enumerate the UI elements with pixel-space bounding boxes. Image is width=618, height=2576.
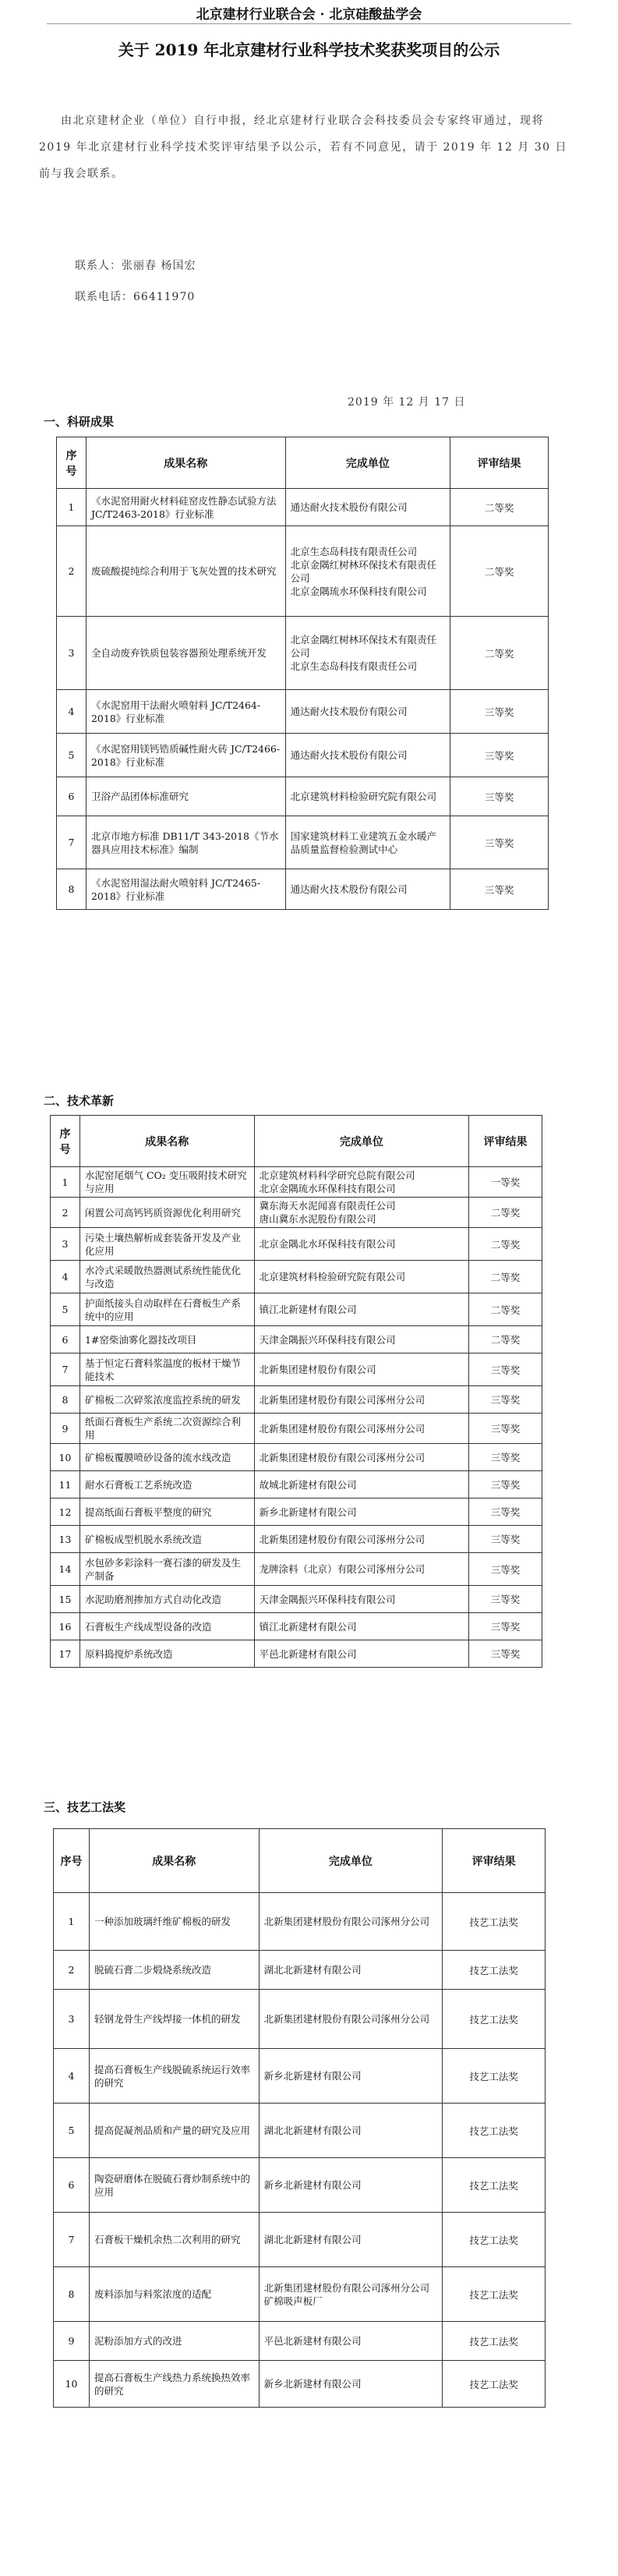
row-index: 1 xyxy=(57,489,87,526)
column-header: 成果名称 xyxy=(89,1829,259,1893)
completing-unit: 新乡北新建材有限公司 xyxy=(259,2361,443,2408)
completing-unit: 湖北北新建材有限公司 xyxy=(259,2213,443,2267)
review-result: 三等奖 xyxy=(450,734,549,777)
completing-unit: 新乡北新建材有限公司 xyxy=(254,1499,469,1526)
column-header: 序号 xyxy=(54,1829,90,1893)
completing-unit: 湖北北新建材有限公司 xyxy=(259,1951,443,1990)
review-result: 三等奖 xyxy=(450,816,549,869)
review-result: 二等奖 xyxy=(450,617,549,690)
column-header: 评审结果 xyxy=(443,1829,546,1893)
review-result: 二等奖 xyxy=(469,1198,542,1228)
table-row xyxy=(51,1444,542,1471)
table-row xyxy=(51,1613,542,1640)
table-row xyxy=(51,1198,542,1228)
table-row xyxy=(51,1326,542,1353)
achievement-name: 水冷式采暖散热器测试系统性能优化与改造 xyxy=(79,1261,254,1293)
achievement-name: 废料添加与料浆浓度的适配 xyxy=(89,2267,259,2322)
completing-unit: 北新集团建材股份有限公司涿州分公司 xyxy=(254,1414,469,1444)
contact-phone: 联系电话：66411970 xyxy=(75,291,196,303)
achievement-name: 矿棉板二次碎浆浓度监控系统的研发 xyxy=(79,1386,254,1414)
table-row xyxy=(57,869,549,910)
review-result: 三等奖 xyxy=(469,1414,542,1444)
review-result: 三等奖 xyxy=(469,1526,542,1553)
row-index: 12 xyxy=(51,1499,80,1526)
table-row xyxy=(57,734,549,777)
table-row xyxy=(51,1414,542,1444)
row-index: 6 xyxy=(57,777,87,816)
row-index: 5 xyxy=(57,734,87,777)
review-result: 二等奖 xyxy=(469,1326,542,1353)
completing-unit: 天津金隅振兴环保科技有限公司 xyxy=(254,1326,469,1353)
header-divider xyxy=(47,23,571,24)
completing-unit: 北京生态岛科技有限责任公司 北京金隅红树林环保技术有限责任公司 北京金隅琉水环保科技有限公司 xyxy=(285,526,450,617)
achievement-name: 原料捣搅炉系统改造 xyxy=(79,1640,254,1668)
achievement-name: 纸面石膏板生产系统二次资源综合利用 xyxy=(79,1414,254,1444)
row-index: 7 xyxy=(54,2213,90,2267)
achievement-name: 耐水石膏板工艺系统改造 xyxy=(79,1471,254,1499)
completing-unit: 通达耐火技术股份有限公司 xyxy=(285,489,450,526)
completing-unit: 北新集团建材股份有限公司 xyxy=(254,1353,469,1386)
completing-unit: 通达耐火技术股份有限公司 xyxy=(285,869,450,910)
completing-unit: 平邑北新建材有限公司 xyxy=(259,2322,443,2361)
review-result: 三等奖 xyxy=(469,1586,542,1613)
row-index: 9 xyxy=(51,1414,80,1444)
table-row xyxy=(54,2322,546,2361)
row-index: 13 xyxy=(51,1526,80,1553)
completing-unit: 镇江北新建材有限公司 xyxy=(254,1293,469,1326)
achievement-name: 护面纸接头自动取样在石膏板生产系统中的应用 xyxy=(79,1293,254,1326)
review-result: 三等奖 xyxy=(469,1386,542,1414)
row-index: 15 xyxy=(51,1586,80,1613)
completing-unit: 国家建筑材料工业建筑五金水暖产品质量监督检验测试中心 xyxy=(285,816,450,869)
achievement-name: 泥粉添加方式的改进 xyxy=(89,2322,259,2361)
table-row xyxy=(57,690,549,734)
section-heading: 一、科研成果 xyxy=(44,415,115,429)
table-row xyxy=(51,1499,542,1526)
row-index: 8 xyxy=(54,2267,90,2322)
completing-unit: 北新集团建材股份有限公司涿州分公司 xyxy=(259,1893,443,1951)
achievement-name: 《水泥窑用耐火材料硅窑皮性静态试验方法 JC/T2463-2018》行业标准 xyxy=(86,489,285,526)
column-header: 完成单位 xyxy=(259,1829,443,1893)
table-row xyxy=(51,1640,542,1668)
review-result: 技艺工法奖 xyxy=(443,1990,546,2049)
row-index: 17 xyxy=(51,1640,80,1668)
achievement-name: 陶瓷研磨体在脱硫石膏炒制系统中的应用 xyxy=(89,2158,259,2213)
publication-date: 2019 年 12 月 17 日 xyxy=(348,396,466,409)
achievement-name: 卫浴产品团体标准研究 xyxy=(86,777,285,816)
achievement-name: 石膏板干燥机余热二次利用的研究 xyxy=(89,2213,259,2267)
column-header: 评审结果 xyxy=(469,1116,542,1167)
column-header: 评审结果 xyxy=(450,437,549,489)
review-result: 三等奖 xyxy=(469,1444,542,1471)
achievement-name: 一种添加玻璃纤维矿棉板的研发 xyxy=(89,1893,259,1951)
table-header-row xyxy=(51,1116,542,1167)
table-row xyxy=(51,1386,542,1414)
table-row xyxy=(54,2267,546,2322)
achievement-name: 水泥窑尾烟气 CO₂ 变压吸附技术研究与应用 xyxy=(79,1167,254,1198)
row-index: 3 xyxy=(51,1228,80,1261)
section-heading: 三、技艺工法奖 xyxy=(44,1800,126,1814)
achievement-name: 污染土壤热解析成套装备开发及产业化应用 xyxy=(79,1228,254,1261)
achievement-name: 《水泥窑用干法耐火喷射料 JC/T2464-2018》行业标准 xyxy=(86,690,285,734)
completing-unit: 通达耐火技术股份有限公司 xyxy=(285,734,450,777)
table-header-row xyxy=(57,437,549,489)
completing-unit: 故城北新建材有限公司 xyxy=(254,1471,469,1499)
review-result: 三等奖 xyxy=(469,1613,542,1640)
table-row xyxy=(57,617,549,690)
completing-unit: 新乡北新建材有限公司 xyxy=(259,2049,443,2104)
row-index: 5 xyxy=(54,2104,90,2158)
row-index: 2 xyxy=(57,526,87,617)
table-row xyxy=(51,1167,542,1198)
table-row xyxy=(51,1553,542,1586)
review-result: 三等奖 xyxy=(450,777,549,816)
award-table xyxy=(53,1828,546,2408)
completing-unit: 北京建筑材料科学研究总院有限公司 北京金隅琉水环保科技有限公司 xyxy=(254,1167,469,1198)
column-header: 序号 xyxy=(51,1116,80,1167)
table-header-row xyxy=(54,1829,546,1893)
table-row xyxy=(51,1261,542,1293)
completing-unit: 龙牌涂料（北京）有限公司涿州分公司 xyxy=(254,1553,469,1586)
row-index: 8 xyxy=(51,1386,80,1414)
row-index: 5 xyxy=(51,1293,80,1326)
completing-unit: 北京建筑材料检验研究院有限公司 xyxy=(285,777,450,816)
row-index: 4 xyxy=(54,2049,90,2104)
completing-unit: 通达耐火技术股份有限公司 xyxy=(285,690,450,734)
review-result: 三等奖 xyxy=(469,1553,542,1586)
completing-unit: 北新集团建材股份有限公司涿州分公司 xyxy=(254,1386,469,1414)
row-index: 2 xyxy=(54,1951,90,1990)
completing-unit: 北新集团建材股份有限公司涿州分公司 xyxy=(254,1444,469,1471)
table-row xyxy=(51,1471,542,1499)
table-row xyxy=(51,1293,542,1326)
review-result: 三等奖 xyxy=(469,1640,542,1668)
row-index: 10 xyxy=(51,1444,80,1471)
table-row xyxy=(54,1951,546,1990)
table-row xyxy=(57,489,549,526)
review-result: 一等奖 xyxy=(469,1167,542,1198)
review-result: 技艺工法奖 xyxy=(443,2158,546,2213)
review-result: 技艺工法奖 xyxy=(443,1893,546,1951)
review-result: 技艺工法奖 xyxy=(443,2049,546,2104)
column-header: 完成单位 xyxy=(285,437,450,489)
table-row xyxy=(54,2213,546,2267)
row-index: 3 xyxy=(54,1990,90,2049)
table-row xyxy=(54,1893,546,1951)
achievement-name: 提高促凝剂品质和产量的研究及应用 xyxy=(89,2104,259,2158)
intro-paragraph: 由北京建材企业（单位）自行申报，经北京建材行业联合会科技委员会专家终审通过，现将 2019 年北京建材行业科学技术奖评审结果予以公示，若有不同意见，请于 2019 年 12 月 30 日前与我会联系。 xyxy=(39,115,568,180)
table-row xyxy=(54,1990,546,2049)
achievement-name: 全自动废弃铁质包装容器预处理系统开发 xyxy=(86,617,285,690)
completing-unit: 北新集团建材股份有限公司涿州分公司矿棉吸声板厂 xyxy=(259,2267,443,2322)
review-result: 技艺工法奖 xyxy=(443,2213,546,2267)
table-row xyxy=(57,526,549,617)
review-result: 技艺工法奖 xyxy=(443,2322,546,2361)
award-table xyxy=(56,437,549,910)
achievement-name: 脱硫石膏二步煅烧系统改造 xyxy=(89,1951,259,1990)
review-result: 二等奖 xyxy=(469,1293,542,1326)
row-index: 1 xyxy=(51,1167,80,1198)
row-index: 7 xyxy=(51,1353,80,1386)
award-table xyxy=(50,1115,542,1668)
completing-unit: 湖北北新建材有限公司 xyxy=(259,2104,443,2158)
page-title: 关于 2019 年北京建材行业科学技术奖获奖项目的公示 xyxy=(118,41,500,59)
achievement-name: 基于恒定石膏料浆温度的板材干燥节能技术 xyxy=(79,1353,254,1386)
table-row xyxy=(51,1526,542,1553)
review-result: 三等奖 xyxy=(450,690,549,734)
achievement-name: 1#窑柴油雾化器技改项目 xyxy=(79,1326,254,1353)
achievement-name: 《水泥窑用镁钙锆质碱性耐火砖 JC/T2466-2018》行业标准 xyxy=(86,734,285,777)
row-index: 6 xyxy=(51,1326,80,1353)
achievement-name: 水泥助磨剂掺加方式自动化改造 xyxy=(79,1586,254,1613)
completing-unit: 镇江北新建材有限公司 xyxy=(254,1613,469,1640)
achievement-name: 废硫酸提纯综合利用于飞灰处置的技术研究 xyxy=(86,526,285,617)
table-row xyxy=(51,1586,542,1613)
achievement-name: 提高石膏板生产线热力系统换热效率的研究 xyxy=(89,2361,259,2408)
row-index: 11 xyxy=(51,1471,80,1499)
completing-unit: 北新集团建材股份有限公司涿州分公司 xyxy=(259,1990,443,2049)
column-header: 成果名称 xyxy=(79,1116,254,1167)
table-row xyxy=(57,777,549,816)
review-result: 二等奖 xyxy=(469,1261,542,1293)
achievement-name: 提高石膏板生产线脱硫系统运行效率的研究 xyxy=(89,2049,259,2104)
table-row xyxy=(54,2158,546,2213)
contact-person: 联系人：张丽春 杨国宏 xyxy=(75,260,196,272)
review-result: 技艺工法奖 xyxy=(443,1951,546,1990)
completing-unit: 天津金隅振兴环保科技有限公司 xyxy=(254,1586,469,1613)
achievement-name: 矿棉板成型机脱水系统改造 xyxy=(79,1526,254,1553)
table-row xyxy=(51,1353,542,1386)
completing-unit: 北京金隅红树林环保技术有限责任公司 北京生态岛科技有限责任公司 xyxy=(285,617,450,690)
review-result: 三等奖 xyxy=(450,869,549,910)
row-index: 4 xyxy=(51,1261,80,1293)
review-result: 三等奖 xyxy=(469,1471,542,1499)
table-row xyxy=(57,816,549,869)
review-result: 二等奖 xyxy=(469,1228,542,1261)
achievement-name: 《水泥窑用湿法耐火喷射料 JC/T2465-2018》行业标准 xyxy=(86,869,285,910)
column-header: 序号 xyxy=(57,437,87,489)
achievement-name: 矿棉板覆膜喷砂设备的流水线改造 xyxy=(79,1444,254,1471)
achievement-name: 北京市地方标准 DB11/T 343-2018《节水器具应用技术标准》编制 xyxy=(86,816,285,869)
completing-unit: 北京金隅北水环保科技有限公司 xyxy=(254,1228,469,1261)
completing-unit: 北新集团建材股份有限公司涿州分公司 xyxy=(254,1526,469,1553)
row-index: 6 xyxy=(54,2158,90,2213)
row-index: 7 xyxy=(57,816,87,869)
achievement-name: 水包砂多彩涂料一赛石漆的研发及生产制备 xyxy=(79,1553,254,1586)
review-result: 三等奖 xyxy=(469,1499,542,1526)
row-index: 3 xyxy=(57,617,87,690)
achievement-name: 闲置公司高钙钙质资源优化利用研究 xyxy=(79,1198,254,1228)
review-result: 三等奖 xyxy=(469,1353,542,1386)
review-result: 二等奖 xyxy=(450,526,549,617)
row-index: 2 xyxy=(51,1198,80,1228)
org-header: 北京建材行业联合会 · 北京硅酸盐学会 xyxy=(196,7,422,23)
completing-unit: 冀东海天水泥闻喜有限责任公司 唐山冀东水泥股份有限公司 xyxy=(254,1198,469,1228)
review-result: 二等奖 xyxy=(450,489,549,526)
completing-unit: 北京建筑材料检验研究院有限公司 xyxy=(254,1261,469,1293)
review-result: 技艺工法奖 xyxy=(443,2361,546,2408)
table-row xyxy=(54,2104,546,2158)
review-result: 技艺工法奖 xyxy=(443,2267,546,2322)
row-index: 1 xyxy=(54,1893,90,1951)
table-row xyxy=(54,2049,546,2104)
achievement-name: 提高纸面石膏板平整度的研究 xyxy=(79,1499,254,1526)
row-index: 9 xyxy=(54,2322,90,2361)
column-header: 完成单位 xyxy=(254,1116,469,1167)
achievement-name: 轻钢龙骨生产线焊接一体机的研发 xyxy=(89,1990,259,2049)
table-row xyxy=(54,2361,546,2408)
review-result: 技艺工法奖 xyxy=(443,2104,546,2158)
row-index: 14 xyxy=(51,1553,80,1586)
section-heading: 二、技术革新 xyxy=(44,1094,115,1108)
row-index: 10 xyxy=(54,2361,90,2408)
achievement-name: 石膏板生产线成型设备的改造 xyxy=(79,1613,254,1640)
row-index: 4 xyxy=(57,690,87,734)
completing-unit: 新乡北新建材有限公司 xyxy=(259,2158,443,2213)
table-row xyxy=(51,1228,542,1261)
row-index: 8 xyxy=(57,869,87,910)
column-header: 成果名称 xyxy=(86,437,285,489)
row-index: 16 xyxy=(51,1613,80,1640)
completing-unit: 平邑北新建材有限公司 xyxy=(254,1640,469,1668)
